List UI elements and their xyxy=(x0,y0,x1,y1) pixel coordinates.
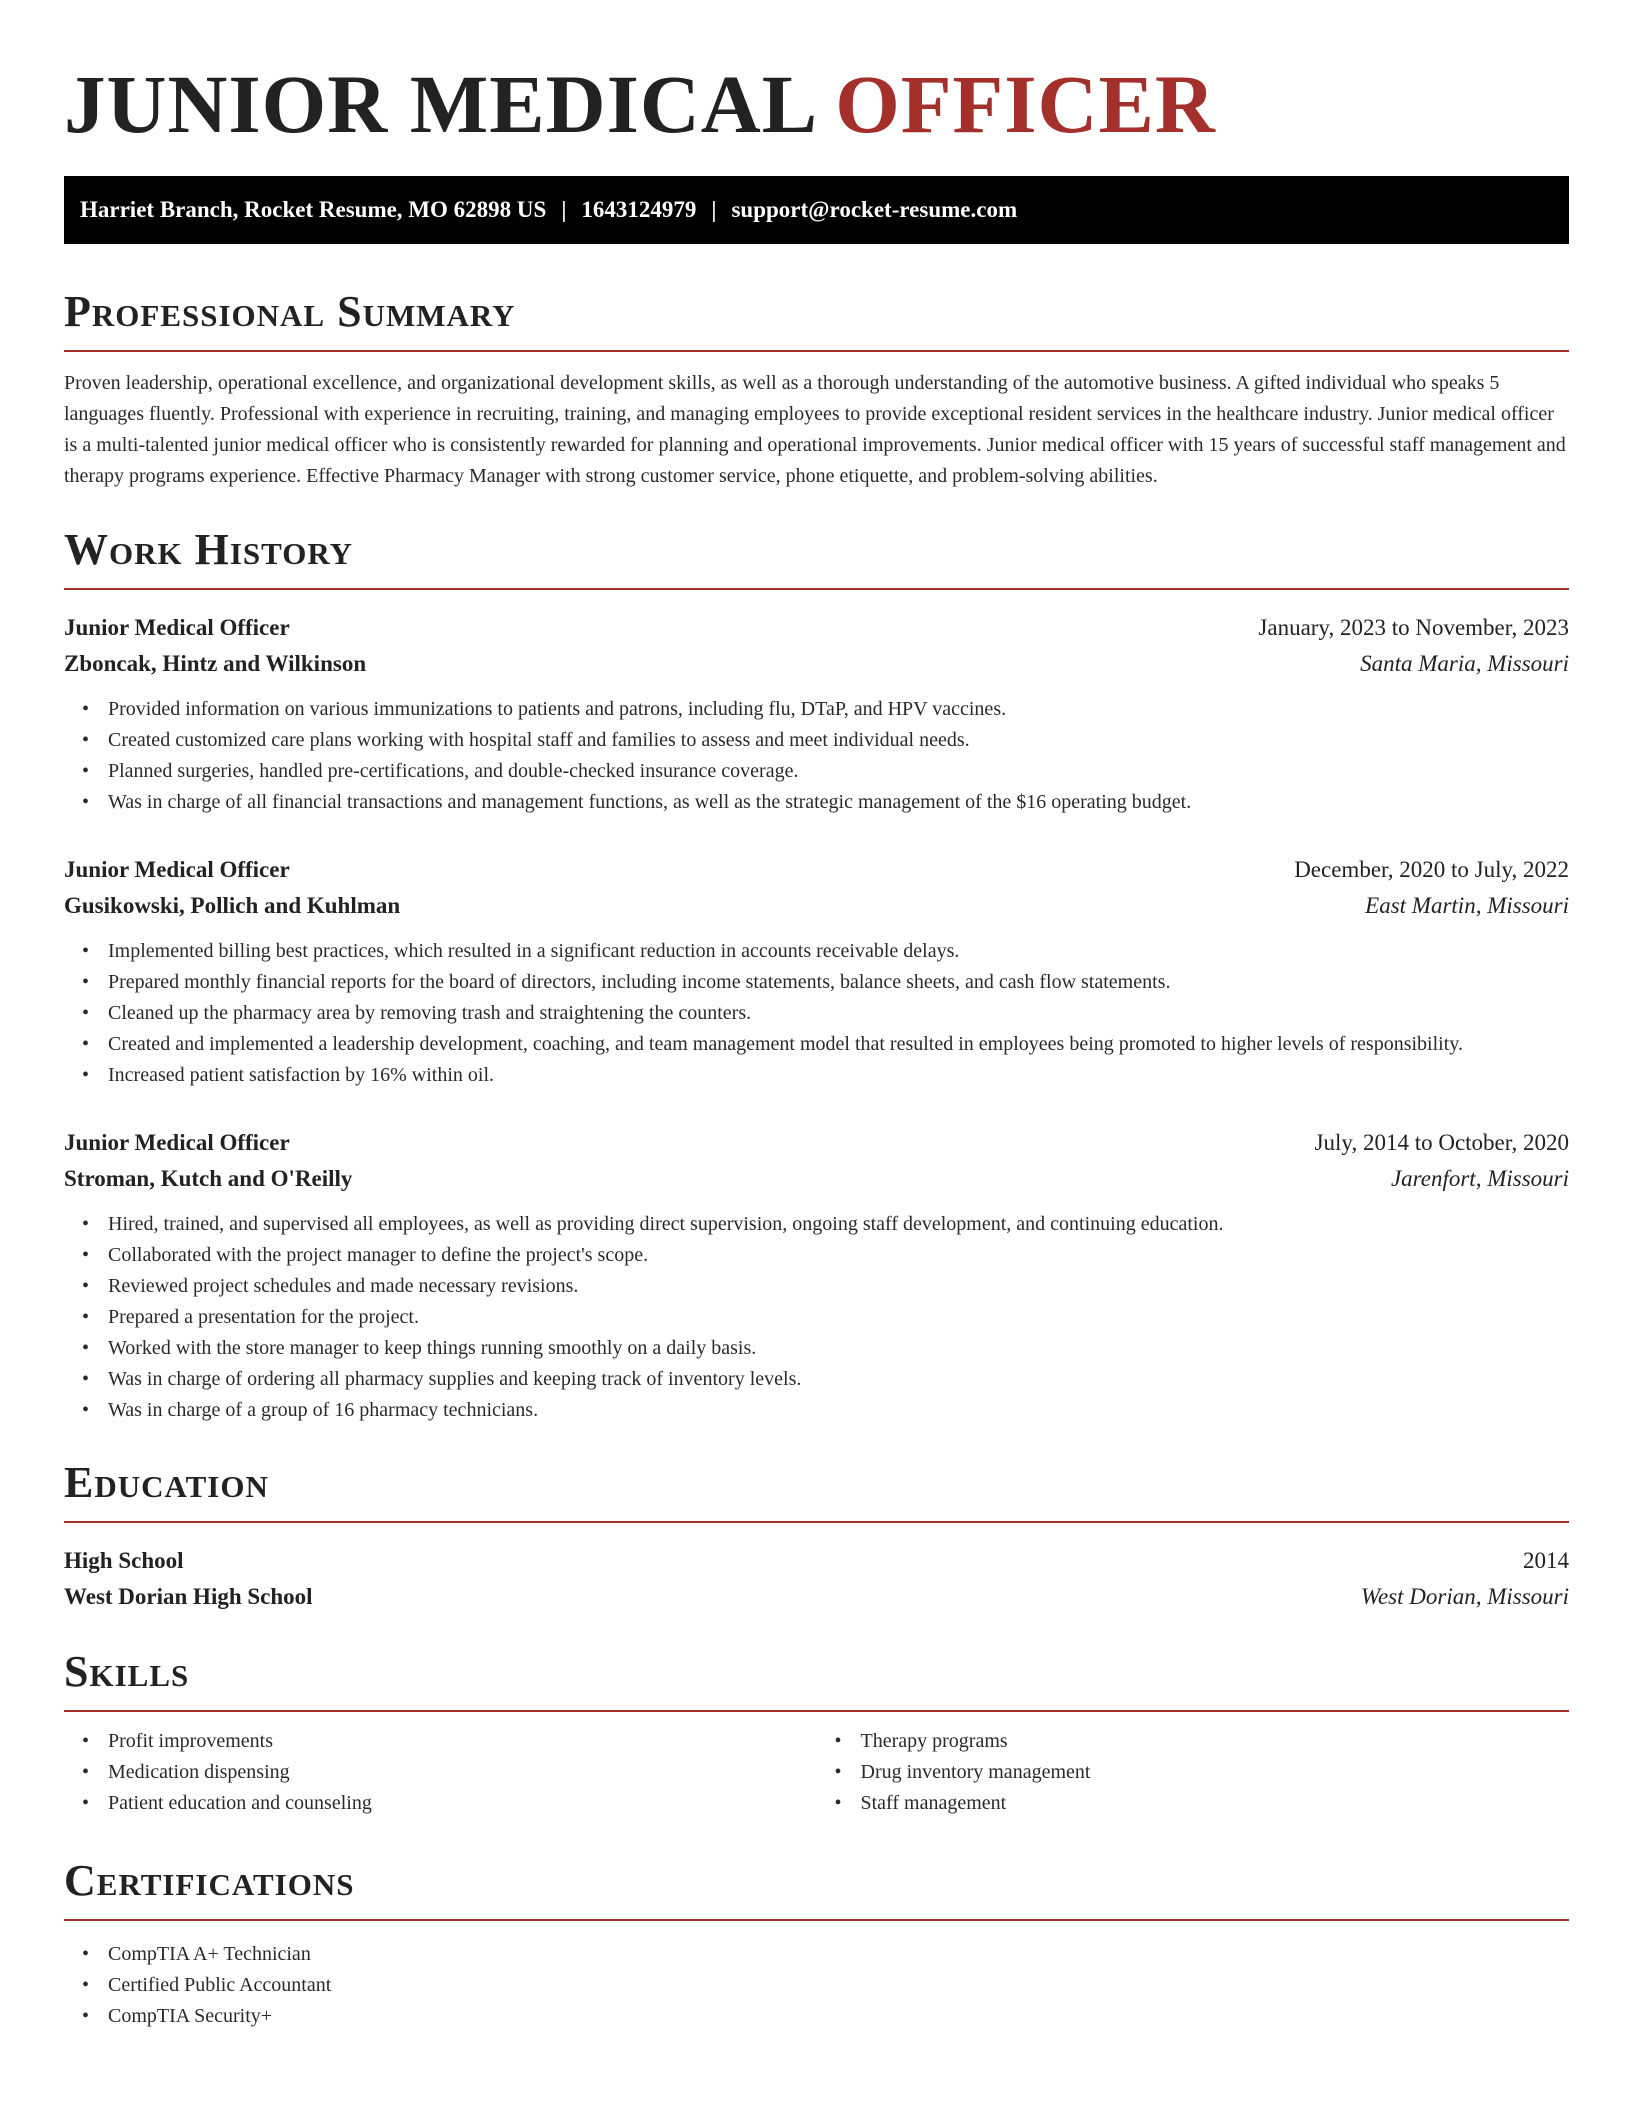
job-company-row xyxy=(64,1161,1569,1197)
skill-item: • Medication dispensing xyxy=(108,1757,817,1788)
job-company: Zboncak, Hintz and Wilkinson xyxy=(64,651,367,676)
contact-separator: | xyxy=(711,197,717,222)
job-title: Junior Medical Officer xyxy=(64,615,290,640)
job-location: Jarenfort, Missouri xyxy=(1390,1166,1569,1191)
job-entry xyxy=(64,1125,1569,1426)
contact-email[interactable]: support@rocket-resume.com xyxy=(731,197,1018,222)
skill-item: • Profit improvements xyxy=(108,1726,817,1757)
job-bullet: • Cleaned up the pharmacy area by removing trash and straightening the counters. xyxy=(108,998,1569,1029)
education-school: West Dorian High School xyxy=(64,1584,313,1609)
section-heading-education: Education xyxy=(64,1457,1569,1523)
skills-column-left xyxy=(64,1726,817,1819)
section-heading-certifications: Certifications xyxy=(64,1855,1569,1921)
contact-separator: | xyxy=(561,197,567,222)
job-bullet: • Worked with the store manager to keep things running smoothly on a daily basis. xyxy=(108,1333,1569,1364)
job-bullet: • Created customized care plans working with hospital staff and families to assess and meet individual needs. xyxy=(108,725,1569,756)
job-location: East Martin, Missouri xyxy=(1365,893,1569,918)
job-bullet: • Increased patient satisfaction by 16% within oil. xyxy=(108,1060,1569,1091)
resume-title xyxy=(64,58,1569,150)
job-bullet: • Hired, trained, and supervised all employees, as well as providing direct supervision, ongoing staff development, and continuing education. xyxy=(108,1209,1569,1240)
job-dates: December, 2020 to July, 2022 xyxy=(1294,857,1569,882)
job-title: Junior Medical Officer xyxy=(64,857,290,882)
job-bullets xyxy=(64,694,1569,818)
job-bullets xyxy=(64,1209,1569,1426)
job-company-row xyxy=(64,888,1569,924)
job-bullet: • Collaborated with the project manager to define the project's scope. xyxy=(108,1240,1569,1271)
certification-item: • Certified Public Accountant xyxy=(108,1970,1569,2001)
job-bullet: • Implemented billing best practices, which resulted in a significant reduction in accounts receivable delays. xyxy=(108,936,1569,967)
job-company-row xyxy=(64,646,1569,682)
job-dates: July, 2014 to October, 2020 xyxy=(1314,1130,1569,1155)
job-bullets xyxy=(64,936,1569,1091)
section-heading-skills: Skills xyxy=(64,1646,1569,1712)
skill-item: • Patient education and counseling xyxy=(108,1788,817,1819)
job-bullet: • Was in charge of ordering all pharmacy supplies and keeping track of inventory levels. xyxy=(108,1364,1569,1395)
job-bullet: • Prepared a presentation for the project. xyxy=(108,1302,1569,1333)
title-accent: OFFICER xyxy=(835,58,1216,150)
job-entry xyxy=(64,852,1569,1091)
education-degree: High School xyxy=(64,1548,184,1573)
job-title-row xyxy=(64,1125,1569,1161)
skill-item: • Staff management xyxy=(861,1788,1570,1819)
skill-item: • Drug inventory management xyxy=(861,1757,1570,1788)
job-bullet: • Prepared monthly financial reports for the board of directors, including income statements, balance sheets, and cash flow statements. xyxy=(108,967,1569,998)
job-dates: January, 2023 to November, 2023 xyxy=(1258,615,1569,640)
job-bullet: • Provided information on various immunizations to patients and patrons, including flu, DTaP, and HPV vaccines. xyxy=(108,694,1569,725)
education-degree-row xyxy=(64,1543,1569,1579)
job-bullet: • Was in charge of all financial transactions and management functions, as well as the strategic management of the $16 operating budget. xyxy=(108,787,1569,818)
section-heading-summary: Professional Summary xyxy=(64,286,1569,352)
contact-address: Harriet Branch, Rocket Resume, MO 62898 US xyxy=(80,197,547,222)
certifications-list xyxy=(64,1939,1569,2032)
job-bullet: • Reviewed project schedules and made necessary revisions. xyxy=(108,1271,1569,1302)
certification-item: • CompTIA A+ Technician xyxy=(108,1939,1569,1970)
skill-item: • Therapy programs xyxy=(861,1726,1570,1757)
summary-text: Proven leadership, operational excellence, and organizational development skills, as well as a thorough understanding of the automotive business. A gifted individual who speaks 5 languages fluently. Professional with experience in recruiting, training, and managing employees to provide exceptional resident services in the healthcare industry. Junior medical officer is a multi-talented junior medical officer who is consistently rewarded for planning and operational improvements. Junior medical officer with 15 years of successful staff management and therapy programs experience. Effective Pharmacy Manager with strong customer service, phone etiquette, and problem-solving abilities. xyxy=(64,372,1566,487)
job-title-row xyxy=(64,610,1569,646)
job-company: Gusikowski, Pollich and Kuhlman xyxy=(64,893,401,918)
job-location: Santa Maria, Missouri xyxy=(1360,651,1569,676)
education-year: 2014 xyxy=(1523,1548,1569,1573)
contact-bar xyxy=(64,176,1569,244)
contact-phone[interactable]: 1643124979 xyxy=(581,197,697,222)
certification-item: • CompTIA Security+ xyxy=(108,2001,1569,2032)
skills-column-right xyxy=(817,1726,1570,1819)
job-bullet: • Created and implemented a leadership development, coaching, and team management model that resulted in employees being promoted to higher levels of responsibility. xyxy=(108,1029,1569,1060)
job-title: Junior Medical Officer xyxy=(64,1130,290,1155)
job-bullet: • Planned surgeries, handled pre-certifications, and double-checked insurance coverage. xyxy=(108,756,1569,787)
education-entry xyxy=(64,1543,1569,1615)
job-entry xyxy=(64,610,1569,818)
resume-page xyxy=(64,58,1569,2032)
education-location: West Dorian, Missouri xyxy=(1360,1584,1569,1609)
job-company: Stroman, Kutch and O'Reilly xyxy=(64,1166,353,1191)
section-heading-work-history: Work History xyxy=(64,524,1569,590)
education-school-row xyxy=(64,1579,1569,1615)
job-title-row xyxy=(64,852,1569,888)
skills-grid xyxy=(64,1726,1569,1819)
job-bullet: • Was in charge of a group of 16 pharmacy technicians. xyxy=(108,1395,1569,1426)
title-main: JUNIOR MEDICAL xyxy=(64,58,814,150)
